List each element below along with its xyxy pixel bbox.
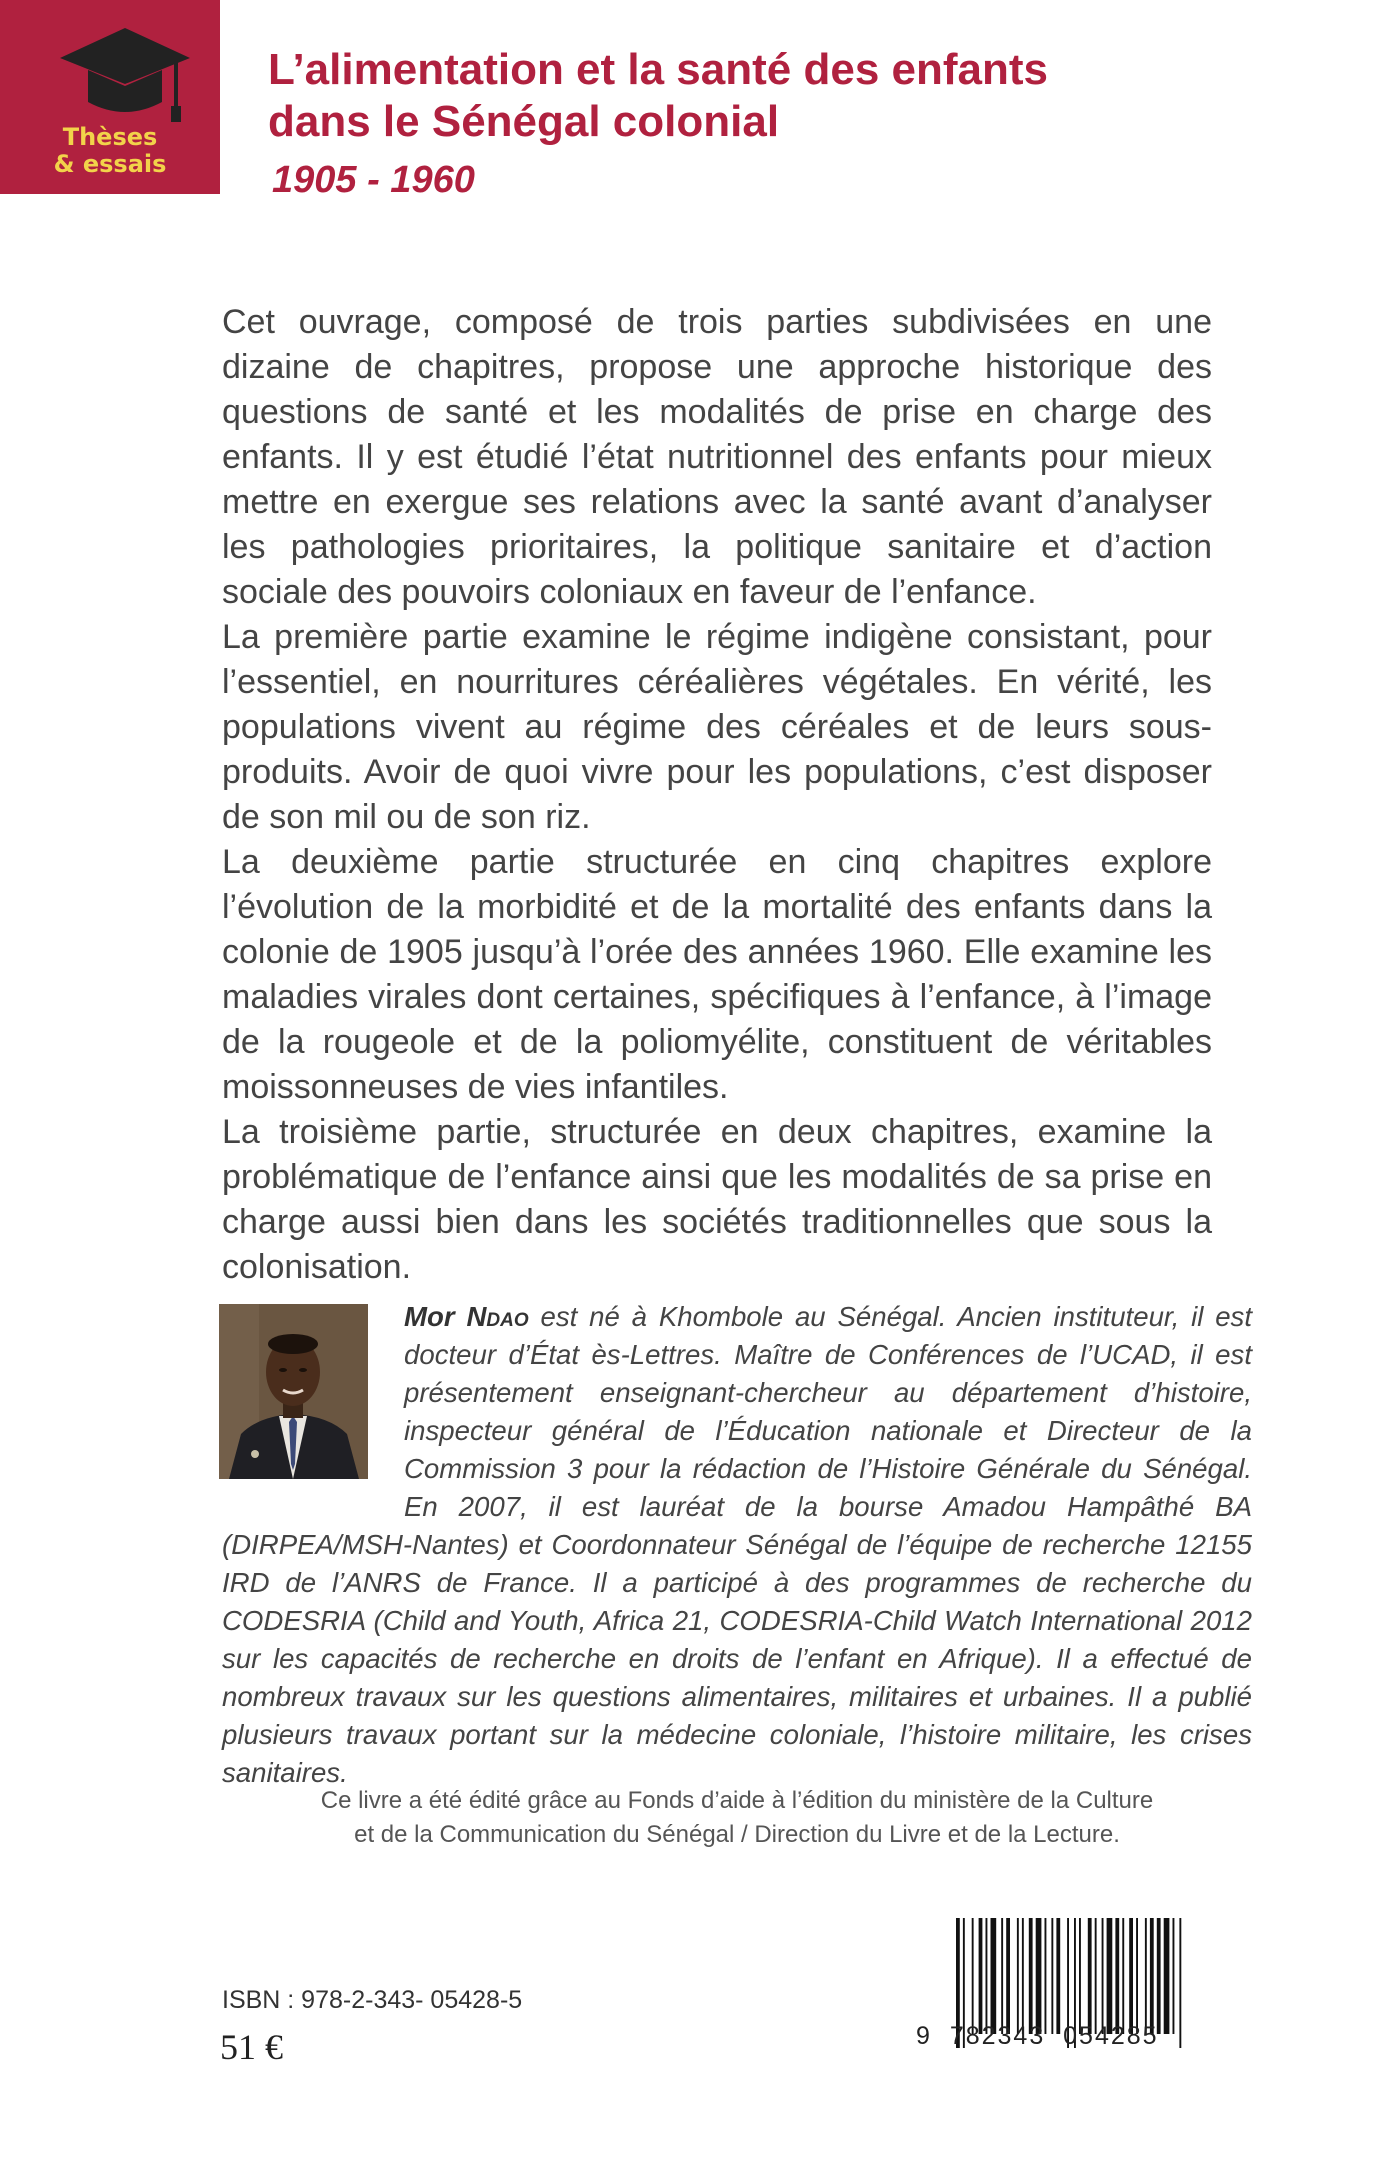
series-label — [0, 124, 220, 178]
photo-wrap-spacer — [222, 1298, 404, 1526]
summary — [222, 300, 1212, 1290]
publication-credit — [222, 1784, 1252, 1852]
barcode-digits — [916, 2022, 1226, 2051]
book-years: 1905 - 1960 — [272, 159, 475, 201]
book-title-line1: L’alimentation et la santé des enfants — [268, 45, 1048, 94]
credit-line1: Ce livre a été édité grâce au Fonds d’aide à l’édition du ministère de la Culture — [320, 1787, 1154, 1814]
summary-paragraph: La deuxième partie structurée en cinq chapitres explore l’évolution de la morbidité et de la mortalité des enfants dans la colonie de 1905 jusqu’à l’orée des années 1960. Elle examine les maladies virales dont certaines, spécifiques à l’enfance, à l’image de la rougeole et de la poliomyélite, constituent de véritables moissonneuses de vies infantiles. — [222, 843, 1212, 1106]
series-badge — [0, 0, 220, 194]
credit-line2: et de la Communication du Sénégal / Direction du Livre et de la Lecture. — [354, 1821, 1120, 1848]
series-label-line2: & essais — [53, 150, 167, 178]
author-bio-text: est né à Khombole au Sénégal. Ancien instituteur, il est docteur d’État ès-Lettres. Maître de Conférences de l’UCAD, il est présentement enseignant-chercheur au département d’histoire, inspecteur général de l’Éducation nationale et Directeur de la Commission 3 pour la rédaction de l’Histoire Générale du Sénégal. En 2007, il est lauréat de la bourse Amadou Hampâthé BA (DIRPEA/MSH-Nantes) et Coordonnateur Sénégal de l’équipe de recherche 12155 IRD de l’ANRS de France. Il a participé à des programmes de recherche du CODESRIA (Child and Youth, Africa 21, CODESRIA-Child Watch International 2012 sur les capacités de recherche en droits de l’enfant en Afrique). Il a effectué de nombreux travaux sur les questions alimentaires, militaires et urbaines. Il a publié plusieurs travaux portant sur la médecine coloniale, l’histoire militaire, les crises sanitaires. — [222, 1301, 1253, 1788]
series-label-line1: Thèses — [62, 123, 158, 151]
barcode-digit-lead: 9 — [916, 2022, 932, 2050]
summary-paragraph: La première partie examine le régime indigène consistant, pour l’essentiel, en nourritures céréalières végétales. En vérité, les populations vivent au régime des céréales et de leurs sous-produits. Avoir de quoi vivre pour les populations, c’est disposer de son mil ou de son riz. — [222, 618, 1212, 836]
barcode-digit-group2: 054285 — [1063, 2022, 1159, 2050]
book-title — [268, 44, 1348, 148]
graduation-cap-icon — [58, 22, 192, 124]
isbn: ISBN : 978-2-343- 05428-5 — [222, 1986, 523, 2014]
summary-paragraph: Cet ouvrage, composé de trois parties subdivisées en une dizaine de chapitres, propose une approche historique des questions de santé et les modalités de prise en charge des enfants. Il y est étudié l’état nutritionnel des enfants pour mieux mettre en exergue ses relations avec la santé avant d’analyser les pathologies prioritaires, la politique sanitaire et d’action sociale des pouvoirs coloniaux en faveur de l’enfance. — [222, 303, 1212, 611]
summary-paragraph: La troisième partie, structurée en deux chapitres, examine la problématique de l’enfance ainsi que les modalités de sa prise en charge aussi bien dans les sociétés traditionnelles que sous la colonisation. — [222, 1113, 1212, 1286]
author-last-name: Ndao — [466, 1301, 529, 1332]
barcode-digit-group1: 782343 — [949, 2022, 1046, 2050]
book-title-line2: dans le Sénégal colonial — [268, 97, 780, 146]
author-bio — [222, 1298, 1252, 1792]
author-first-name: Mor — [404, 1301, 455, 1332]
price: 51 € — [220, 2027, 283, 2067]
